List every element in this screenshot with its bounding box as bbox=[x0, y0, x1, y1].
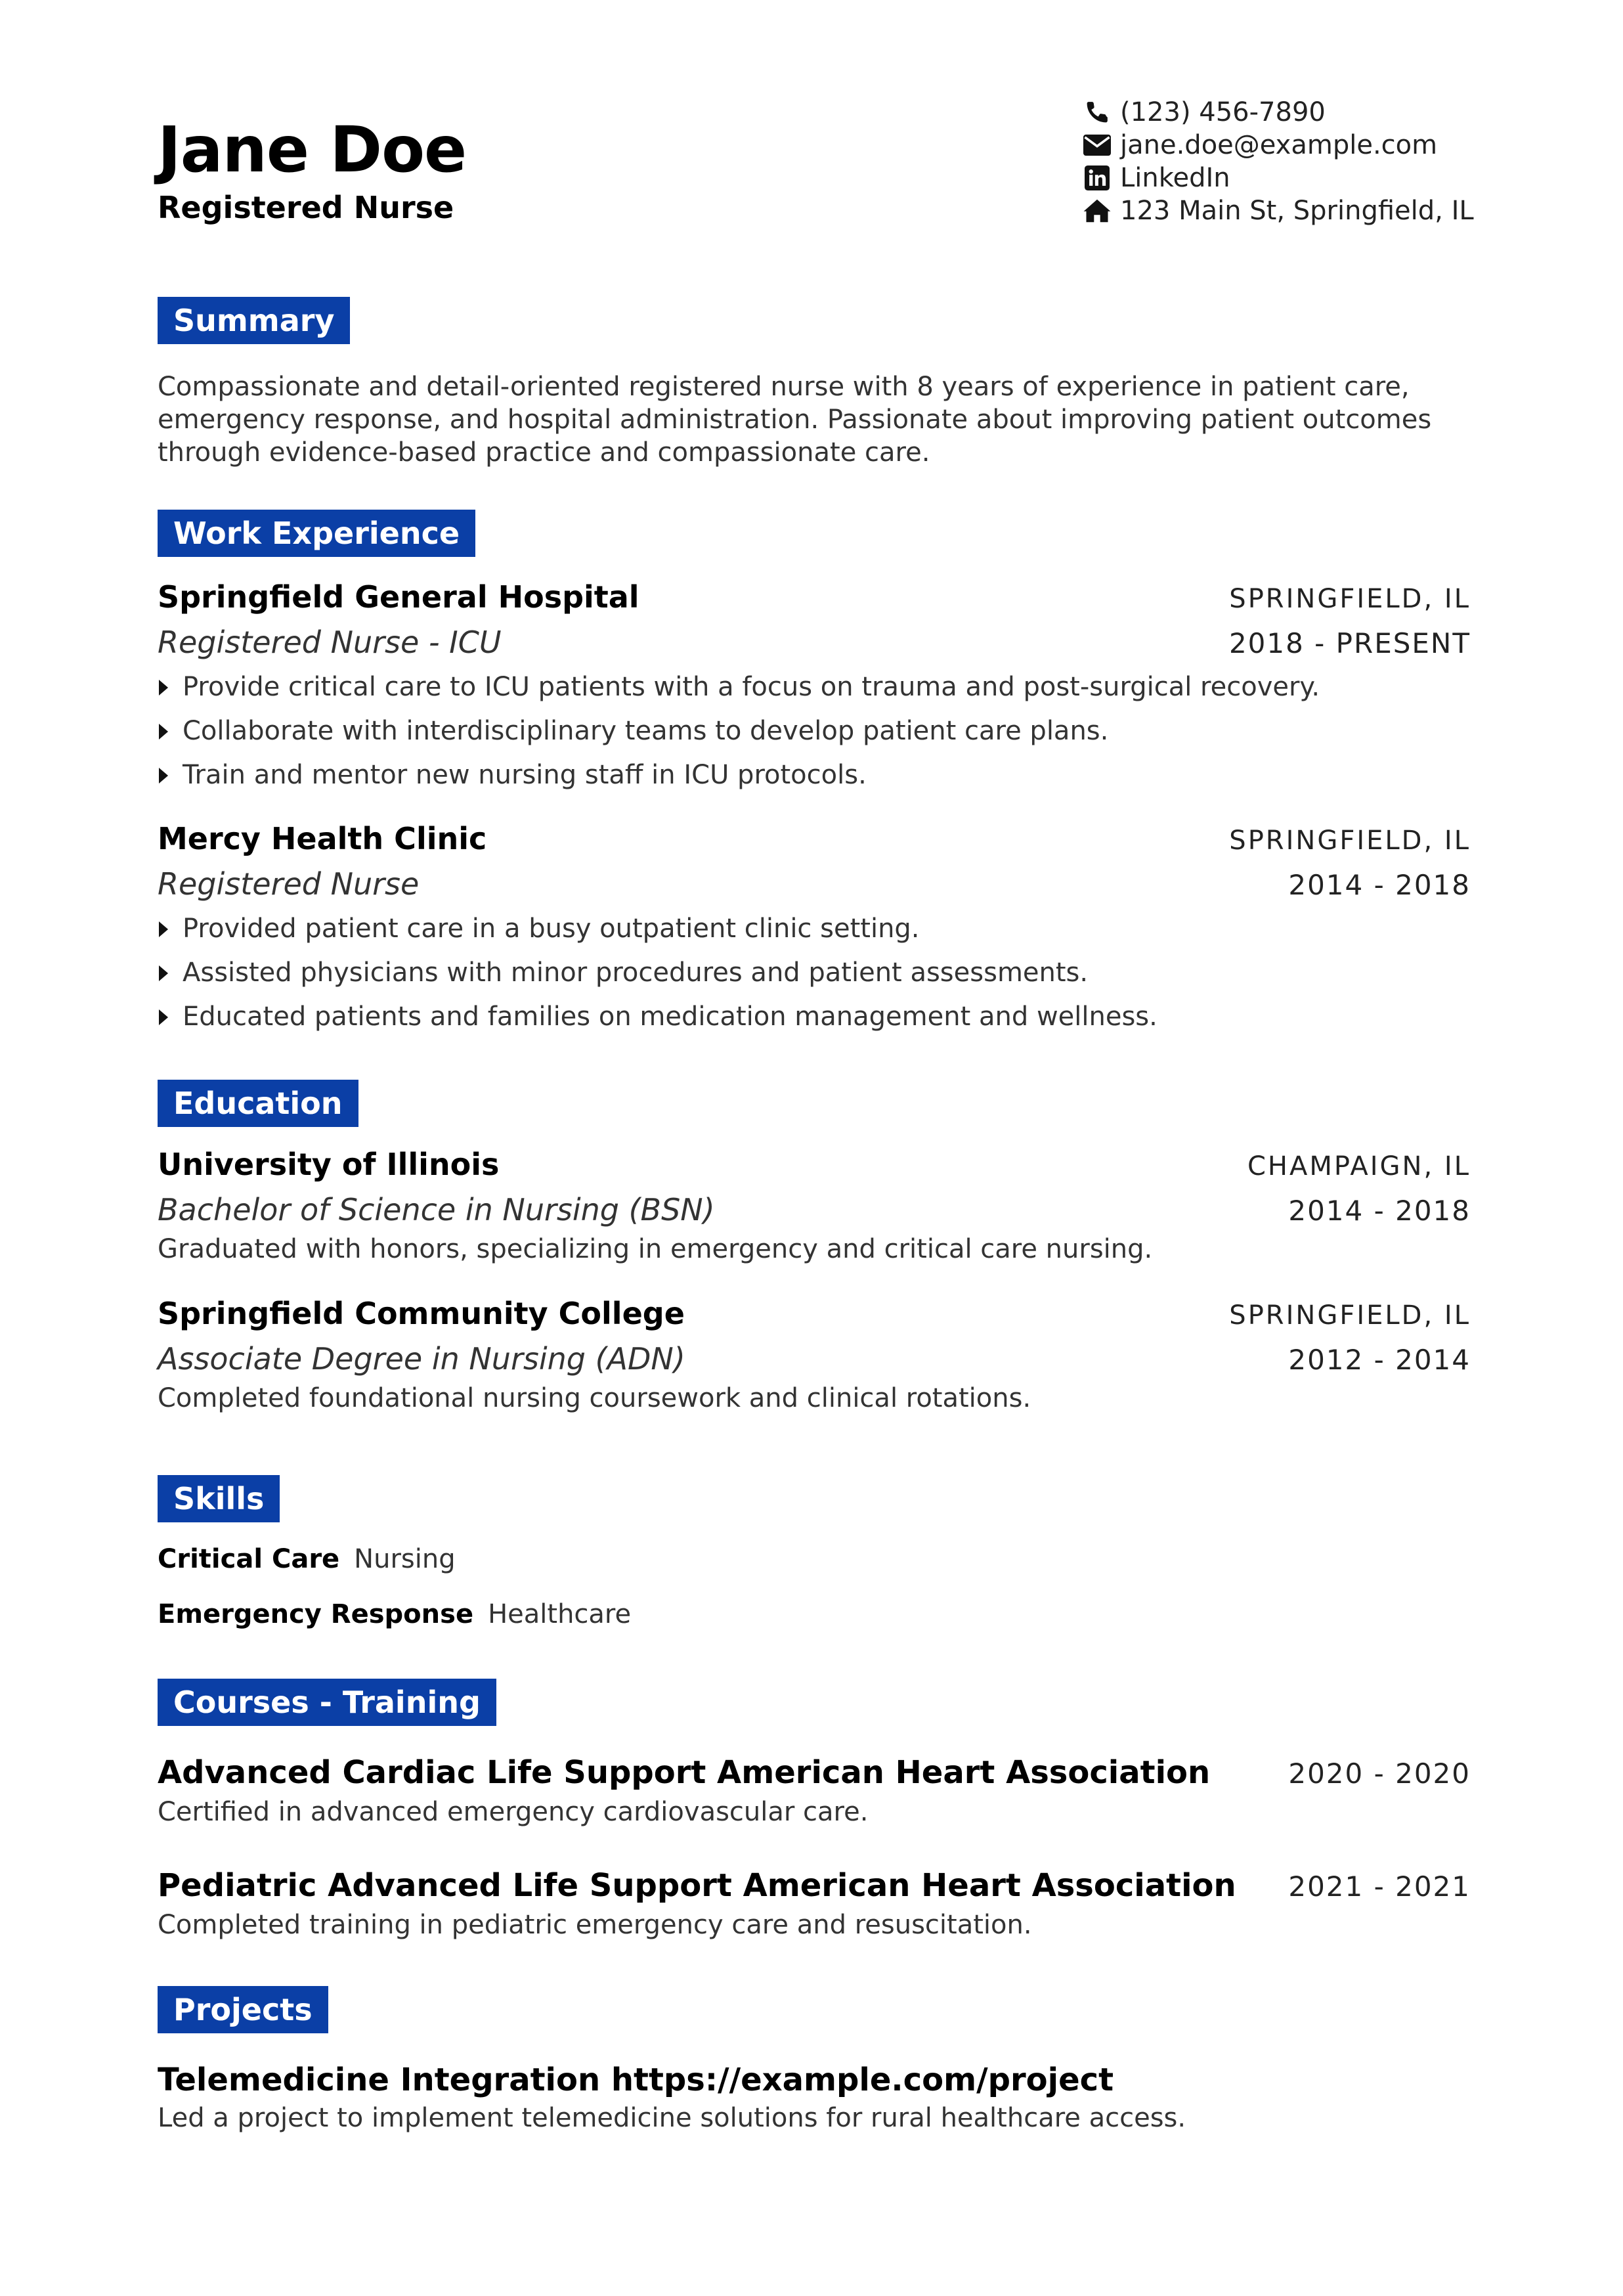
experience-dates: 2018 - PRESENT bbox=[1228, 627, 1471, 659]
skill-name: Critical Care bbox=[158, 1544, 340, 1574]
experience-section bbox=[158, 510, 1471, 1039]
course-entry bbox=[158, 1864, 1471, 1941]
contact-phone[interactable] bbox=[1082, 96, 1542, 129]
caret-right-icon bbox=[159, 965, 168, 981]
education-entry bbox=[158, 1292, 1471, 1415]
linkedin-icon bbox=[1082, 165, 1112, 191]
experience-location: SPRINGFIELD, IL bbox=[1229, 826, 1471, 856]
bullet-item: Provide critical care to ICU patients with a focus on trauma and post-surgical recovery. bbox=[158, 665, 1471, 709]
skills-section bbox=[158, 1475, 1471, 1642]
education-entry bbox=[158, 1143, 1471, 1266]
experience-org: Mercy Health Clinic bbox=[158, 821, 487, 856]
summary-heading: Summary bbox=[158, 297, 350, 344]
experience-bullets bbox=[158, 907, 1471, 1039]
caret-right-icon bbox=[159, 921, 168, 937]
experience-heading: Work Experience bbox=[158, 510, 475, 557]
caret-right-icon bbox=[159, 680, 168, 695]
experience-role: Registered Nurse - ICU bbox=[158, 625, 502, 660]
bullet-item: Collaborate with interdisciplinary teams to develop patient care plans. bbox=[158, 709, 1471, 753]
home-icon bbox=[1082, 198, 1112, 224]
project-title[interactable]: Telemedicine Integration https://example.com/project bbox=[158, 2062, 1114, 2098]
education-dates: 2012 - 2014 bbox=[1288, 1344, 1471, 1376]
courses-section bbox=[158, 1679, 1471, 1941]
bullet-item: Assisted physicians with minor procedures and patient assessments. bbox=[158, 951, 1471, 995]
skills-heading: Skills bbox=[158, 1475, 280, 1522]
resume-title: Registered Nurse bbox=[158, 190, 454, 225]
envelope-icon bbox=[1082, 132, 1112, 158]
contact-block bbox=[1082, 96, 1542, 227]
caret-right-icon bbox=[159, 768, 168, 784]
resume-name: Jane Doe bbox=[158, 113, 467, 187]
summary-section bbox=[158, 297, 1471, 469]
course-title: Advanced Cardiac Life Support American Heart Association bbox=[158, 1754, 1211, 1791]
experience-entry bbox=[158, 575, 1471, 797]
education-school: Springfield Community College bbox=[158, 1296, 685, 1331]
bullet-item: Educated patients and families on medication management and wellness. bbox=[158, 995, 1471, 1039]
email-text: jane.doe@example.com bbox=[1120, 130, 1438, 160]
project-entry bbox=[158, 2058, 1471, 2134]
contact-linkedin[interactable] bbox=[1082, 162, 1542, 194]
experience-dates: 2014 - 2018 bbox=[1288, 869, 1471, 901]
skill-name: Emergency Response bbox=[158, 1599, 474, 1629]
education-desc: Graduated with honors, specializing in emergency and critical care nursing. bbox=[158, 1234, 1153, 1264]
address-text: 123 Main St, Springfield, IL bbox=[1120, 196, 1474, 226]
skill-item bbox=[158, 1532, 1471, 1587]
experience-bullets bbox=[158, 665, 1471, 797]
course-title: Pediatric Advanced Life Support American Heart Association bbox=[158, 1867, 1236, 1904]
education-section bbox=[158, 1080, 1471, 1415]
phone-text: (123) 456-7890 bbox=[1120, 97, 1326, 127]
projects-section bbox=[158, 1986, 1471, 2134]
education-dates: 2014 - 2018 bbox=[1288, 1195, 1471, 1227]
education-heading: Education bbox=[158, 1080, 358, 1127]
experience-role: Registered Nurse bbox=[158, 866, 420, 902]
course-desc: Certified in advanced emergency cardiovascular care. bbox=[158, 1797, 869, 1827]
phone-icon bbox=[1082, 99, 1112, 125]
education-location: SPRINGFIELD, IL bbox=[1229, 1300, 1471, 1331]
bullet-item: Provided patient care in a busy outpatient clinic setting. bbox=[158, 907, 1471, 951]
experience-entry bbox=[158, 817, 1471, 1039]
courses-heading: Courses - Training bbox=[158, 1679, 496, 1726]
education-degree: Associate Degree in Nursing (ADN) bbox=[158, 1341, 685, 1377]
bullet-item: Train and mentor new nursing staff in ICU protocols. bbox=[158, 753, 1471, 797]
experience-org: Springfield General Hospital bbox=[158, 579, 639, 615]
course-dates: 2020 - 2020 bbox=[1288, 1757, 1471, 1790]
contact-address bbox=[1082, 194, 1542, 227]
caret-right-icon bbox=[159, 724, 168, 740]
education-school: University of Illinois bbox=[158, 1147, 500, 1182]
caret-right-icon bbox=[159, 1009, 168, 1025]
projects-heading: Projects bbox=[158, 1986, 328, 2033]
linkedin-text: LinkedIn bbox=[1120, 163, 1230, 193]
skill-item bbox=[158, 1587, 1471, 1642]
course-entry bbox=[158, 1751, 1471, 1828]
experience-location: SPRINGFIELD, IL bbox=[1229, 584, 1471, 614]
project-desc: Led a project to implement telemedicine solutions for rural healthcare access. bbox=[158, 2103, 1186, 2133]
summary-text: Compassionate and detail-oriented registered nurse with 8 years of experience in patient care, emergency response, and hospital administration. Passionate about improving patient outcomes through evidence-based practice and compassionate care. bbox=[158, 372, 1432, 468]
education-location: CHAMPAIGN, IL bbox=[1247, 1151, 1471, 1181]
course-desc: Completed training in pediatric emergency care and resuscitation. bbox=[158, 1910, 1032, 1940]
contact-email[interactable] bbox=[1082, 129, 1542, 162]
skill-keywords: Healthcare bbox=[488, 1599, 632, 1629]
skill-keywords: Nursing bbox=[354, 1544, 456, 1574]
education-desc: Completed foundational nursing coursework and clinical rotations. bbox=[158, 1383, 1031, 1413]
course-dates: 2021 - 2021 bbox=[1288, 1870, 1471, 1903]
education-degree: Bachelor of Science in Nursing (BSN) bbox=[158, 1192, 715, 1227]
